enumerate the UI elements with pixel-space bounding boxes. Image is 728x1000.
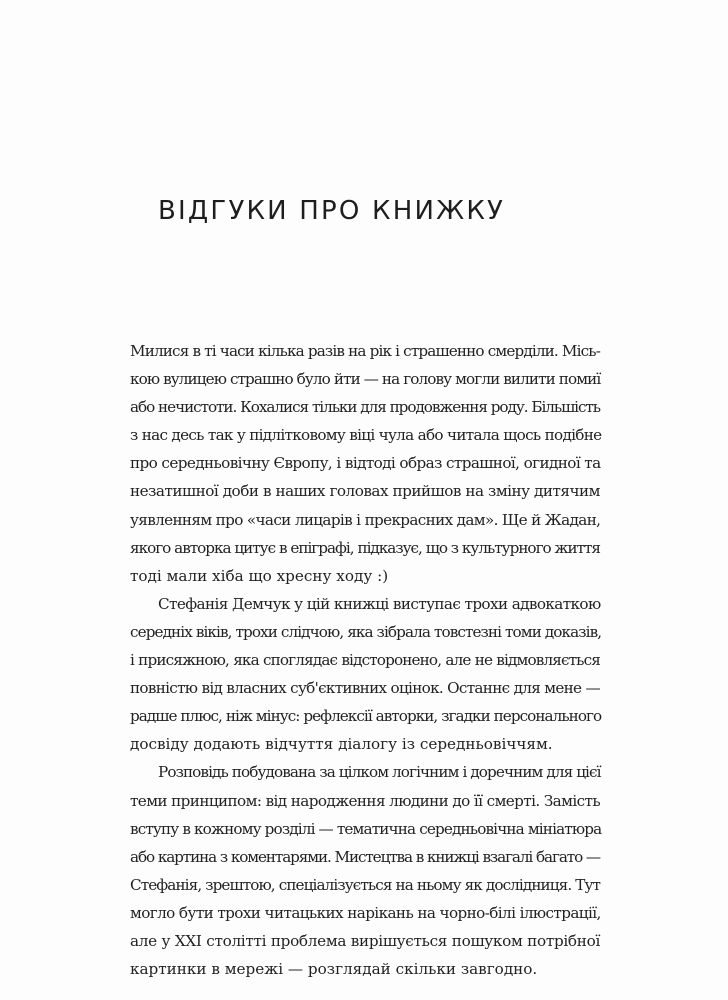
text-line: Милися в ті часи кілька разів на рік і страшенно смерділи. Місь- xyxy=(130,342,600,360)
text-line: і присяжною, яка споглядає відсторонено, але не відмовляється xyxy=(130,651,600,670)
page-heading: ВІДГУКИ ПРО КНИЖКУ xyxy=(158,196,506,226)
text-line: могло бути трохи читацьких нарікань на чорно-білі ілюстрації, xyxy=(130,903,601,922)
text-line: або нечистоти. Кохалися тільки для продовження роду. Більшість xyxy=(130,398,600,417)
text-line: Стефанія Демчук у цій книжці виступає трохи адвокаткою xyxy=(158,594,601,613)
text-line: картинки в мережі — розглядай скільки завгодно. xyxy=(130,960,538,979)
text-line: теми принципом: від народження людини до її смерті. Замість xyxy=(130,791,600,810)
text-line: якого авторка цитує в епіграфі, підказує, що з культурного життя xyxy=(130,538,600,557)
text-line: вступу в кожному розділі — тематична середньовічна мініатюра xyxy=(130,819,602,838)
paragraph-3 xyxy=(130,758,600,983)
text-line: досвіду додають відчуття діалогу із середньовіччям. xyxy=(130,735,553,754)
text-line: тоді мали хіба що хресну ходу :) xyxy=(130,566,389,585)
review-text xyxy=(130,337,600,983)
text-line: кою вулицею страшно було йти — на голову могли вилити помиї xyxy=(130,370,601,389)
text-line: або картина з коментарями. Мистецтва в книжці взагалі багато — xyxy=(130,847,600,866)
paragraph-1 xyxy=(130,337,600,590)
text-line: про середньовічну Європу, і відтоді образ страшної, огидної та xyxy=(130,454,601,473)
paragraph-2 xyxy=(130,590,600,759)
text-line: незатишної доби в наших головах прийшов на зміну дитячим xyxy=(130,482,600,501)
text-line: уявленням про «часи лицарів і прекрасних дам». Ще й Жадан, xyxy=(130,510,601,529)
text-line: з нас десь так у підлітковому віці чула або читала щось подібне xyxy=(130,426,602,445)
text-line: середніх віків, трохи слідчою, яка зібрала товстезні томи доказів, xyxy=(130,622,602,641)
text-line: повністю від власних суб'єктивних оцінок. Останнє для мене — xyxy=(130,679,600,698)
text-line: Розповідь побудована за цілком логічним і доречним для цієї xyxy=(158,763,601,782)
text-line: радше плюс, ніж мінус: рефлексії авторки, згадки персонального xyxy=(130,707,602,726)
text-line: але у XXI столітті проблема вирішується пошуком потрібної xyxy=(130,931,600,950)
text-line: Стефанія, зрештою, спеціалізується на ньому як дослідниця. Тут xyxy=(130,875,600,894)
